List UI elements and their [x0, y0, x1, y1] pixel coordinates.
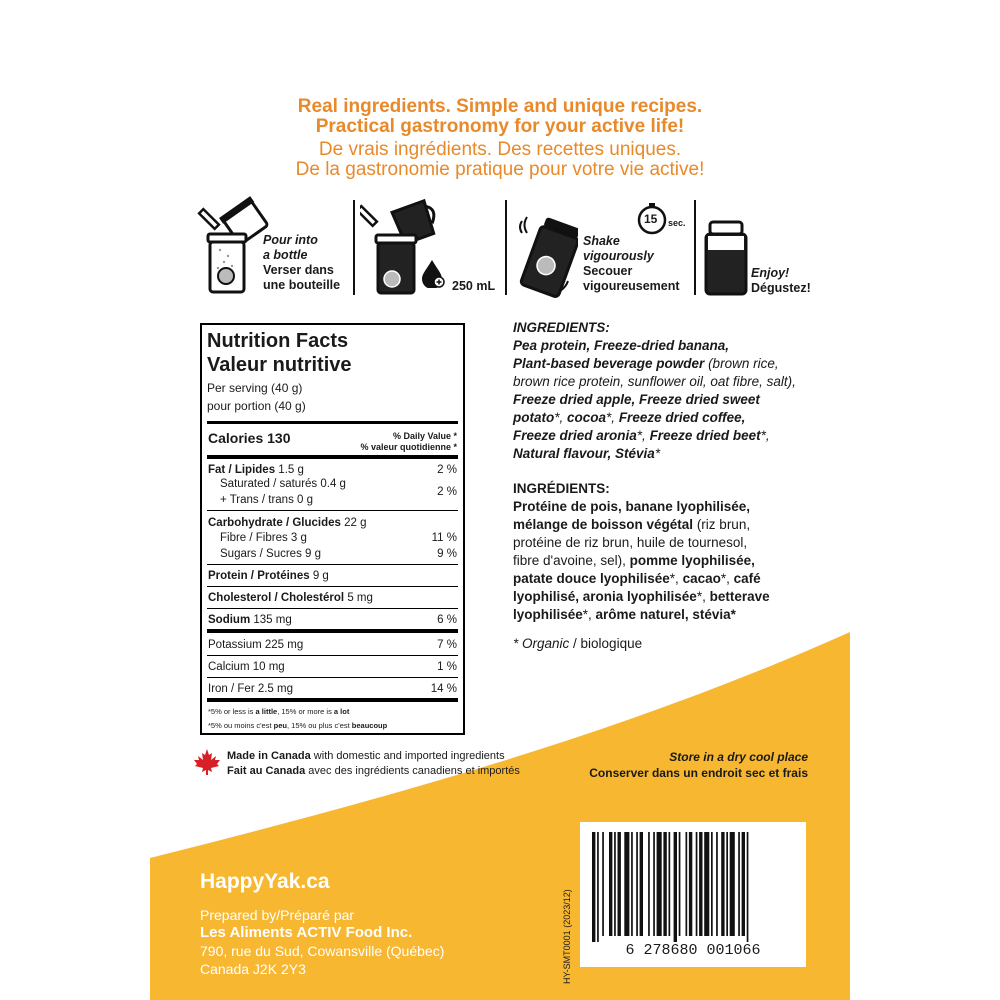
step3-fr-1: Secouer	[583, 264, 633, 278]
timer-unit: sec.	[668, 218, 686, 228]
step1-fr-1: Verser dans	[263, 263, 334, 277]
ingredients-en-heading: INGREDIENTS:	[513, 320, 610, 335]
barcode-bar	[730, 832, 735, 936]
nf-dv-fr: % valeur quotidienne *	[360, 442, 457, 452]
nf-sugars-dv: 9 %	[437, 548, 457, 560]
barcode-bar	[609, 832, 612, 936]
nf-title-en: Nutrition Facts	[207, 330, 349, 352]
step3-en-2: vigourously	[583, 249, 654, 263]
nf-protein-amount: 9 g	[312, 570, 329, 582]
nf-saturated: Saturated / saturés 0.4 g	[220, 478, 346, 490]
barcode-bar	[699, 832, 702, 936]
water-drop-icon	[422, 258, 446, 288]
nf-iron-dv: 14 %	[430, 683, 457, 695]
tagline-en-2: Practical gastronomy for your active life!	[315, 116, 685, 137]
nf-footnote-fr: *5% ou moins c'est peu, 15% ou plus c'est beaucoup	[208, 721, 388, 730]
barcode-bar	[711, 832, 713, 936]
barcode-bar	[663, 832, 666, 936]
barcode-bar	[657, 832, 662, 936]
product-code: HY-SMT0001 (2023/12)	[562, 889, 572, 984]
tagline-fr-1: De vrais ingrédients. Des recettes uniques.	[318, 139, 682, 160]
nf-calcium-dv: 1 %	[437, 661, 457, 673]
barcode-bar	[597, 832, 599, 942]
shake-bottle-icon	[512, 205, 578, 300]
ingredients-fr-heading: INGRÉDIENTS:	[513, 481, 610, 496]
barcode-bar	[704, 832, 709, 936]
step4-fr: Dégustez!	[751, 281, 811, 295]
barcode-bar	[747, 832, 749, 942]
made-in-canada: Made in Canada with domestic and imported ingredients Fait au Canada avec des ingrédients canadiens et importés	[227, 750, 520, 777]
nf-sodium-amount: 135 mg	[253, 614, 292, 626]
barcode-bar	[618, 832, 621, 936]
step-divider	[694, 200, 696, 295]
storage-info: Store in a dry cool place Conserver dans un endroit sec et frais	[589, 750, 808, 780]
step-divider	[353, 200, 355, 295]
step-divider	[505, 200, 507, 295]
nf-fibre-dv: 11 %	[431, 532, 457, 544]
nf-chol-amount: 5 mg	[347, 592, 373, 604]
barcode-bar	[631, 832, 633, 936]
step4-en: Enjoy!	[751, 266, 790, 280]
nf-sat-trans-dv: 2 %	[437, 486, 457, 498]
nf-sugars: Sugars / Sucres 9 g	[220, 548, 321, 560]
nf-calories: Calories 130	[208, 430, 291, 446]
barcode-bar	[653, 832, 655, 936]
tagline-en-1: Real ingredients. Simple and unique recipes.	[297, 96, 703, 117]
nf-serving-en: Per serving (40 g)	[207, 381, 303, 395]
tagline-fr-2: De la gastronomie pratique pour votre vie active!	[295, 159, 705, 180]
step1-fr-2: une bouteille	[263, 278, 341, 292]
nf-carb-amount: 22 g	[344, 517, 367, 529]
nf-protein-label: Protein / Protéines	[208, 570, 310, 582]
barcode	[580, 822, 806, 967]
nf-footnote-en: *5% or less is a little, 15% or more is a lot	[208, 707, 350, 716]
nf-dv-en: % Daily Value *	[392, 431, 457, 441]
barcode-number: 6 278680 001066	[625, 942, 761, 959]
barcode-bar	[726, 832, 728, 936]
website: HappyYak.ca	[200, 870, 330, 893]
nf-fat-dv: 2 %	[437, 464, 457, 476]
barcode-bar	[721, 832, 724, 936]
barcode-bar	[738, 832, 740, 936]
nf-title-fr: Valeur nutritive	[207, 354, 352, 376]
company-info: Prepared by/Préparé par Les Aliments ACTIV Food Inc. 790, rue du Sud, Cowansville (Québec) Canada J2K 2Y3	[200, 907, 445, 977]
nf-serving-fr: pour portion (40 g)	[207, 399, 306, 413]
barcode-bar	[696, 832, 698, 936]
nf-iron: Iron / Fer 2.5 mg	[208, 683, 294, 695]
timer-value: 15	[644, 212, 658, 226]
nf-sodium-dv: 6 %	[437, 614, 457, 626]
nf-fat-label: Fat / Lipides	[208, 464, 276, 476]
barcode-bar	[602, 832, 604, 936]
nutrition-facts-table	[200, 323, 465, 735]
timer-icon	[636, 202, 686, 236]
barcode-bar	[674, 832, 677, 942]
nf-trans: + Trans / trans 0 g	[220, 494, 314, 506]
maple-leaf-icon	[193, 748, 221, 776]
barcode-bar	[716, 832, 718, 936]
nf-chol-label: Cholesterol / Cholestérol	[208, 592, 345, 604]
barcode-bar	[686, 832, 688, 936]
bottle-icon	[702, 218, 750, 298]
nf-calcium: Calcium 10 mg	[208, 661, 285, 673]
nf-sodium-label: Sodium	[208, 614, 251, 626]
step3-en-1: Shake	[583, 234, 620, 248]
nf-fat-amount: 1.5 g	[278, 464, 304, 476]
step1-en-2: a bottle	[263, 248, 308, 262]
barcode-bar	[592, 832, 595, 942]
nf-fibre: Fibre / Fibres 3 g	[220, 532, 307, 544]
barcode-bar	[669, 832, 671, 936]
nf-potassium-dv: 7 %	[437, 639, 457, 651]
barcode-bar	[640, 832, 643, 936]
step3-fr-2: vigoureusement	[583, 279, 680, 293]
nf-potassium: Potassium 225 mg	[208, 639, 304, 651]
barcode-bar	[679, 832, 681, 936]
barcode-bar	[614, 832, 616, 936]
organic-note: * Organic / biologique	[513, 636, 643, 651]
barcode-bar	[689, 832, 692, 936]
barcode-bar	[742, 832, 745, 936]
step2-amount: 250 mL	[452, 279, 496, 293]
ingredients-en: INGREDIENTS: Pea protein, Freeze-dried banana, Plant-based beverage powder (brown rice, brown rice protein, sunflower oil, oat fibre, salt), Freeze dried apple, Freeze dried sweet potato*, cocoa*, Freeze dried coffee, Freeze dried aronia*, Freeze dried beet*, Natural flavour, Stévia*	[513, 319, 813, 463]
barcode-bar	[624, 832, 629, 936]
step1-en-1: Pour into	[263, 233, 318, 247]
barcode-bars	[580, 822, 806, 942]
barcode-bar	[648, 832, 650, 936]
ingredients-fr: INGRÉDIENTS: Protéine de pois, banane lyophilisée, mélange de boisson végétal (riz brun, protéine de riz brun, huile de tournesol, fibre d'avoine, sel), pomme lyophilisée, patate douce lyophilisée*, cacao*, café lyophilisé, aronia lyophilisée*, betterave lyophilisée*, arôme naturel, stévia*	[513, 480, 813, 624]
nf-carb-label: Carbohydrate / Glucides	[208, 517, 341, 529]
barcode-bar	[636, 832, 638, 936]
